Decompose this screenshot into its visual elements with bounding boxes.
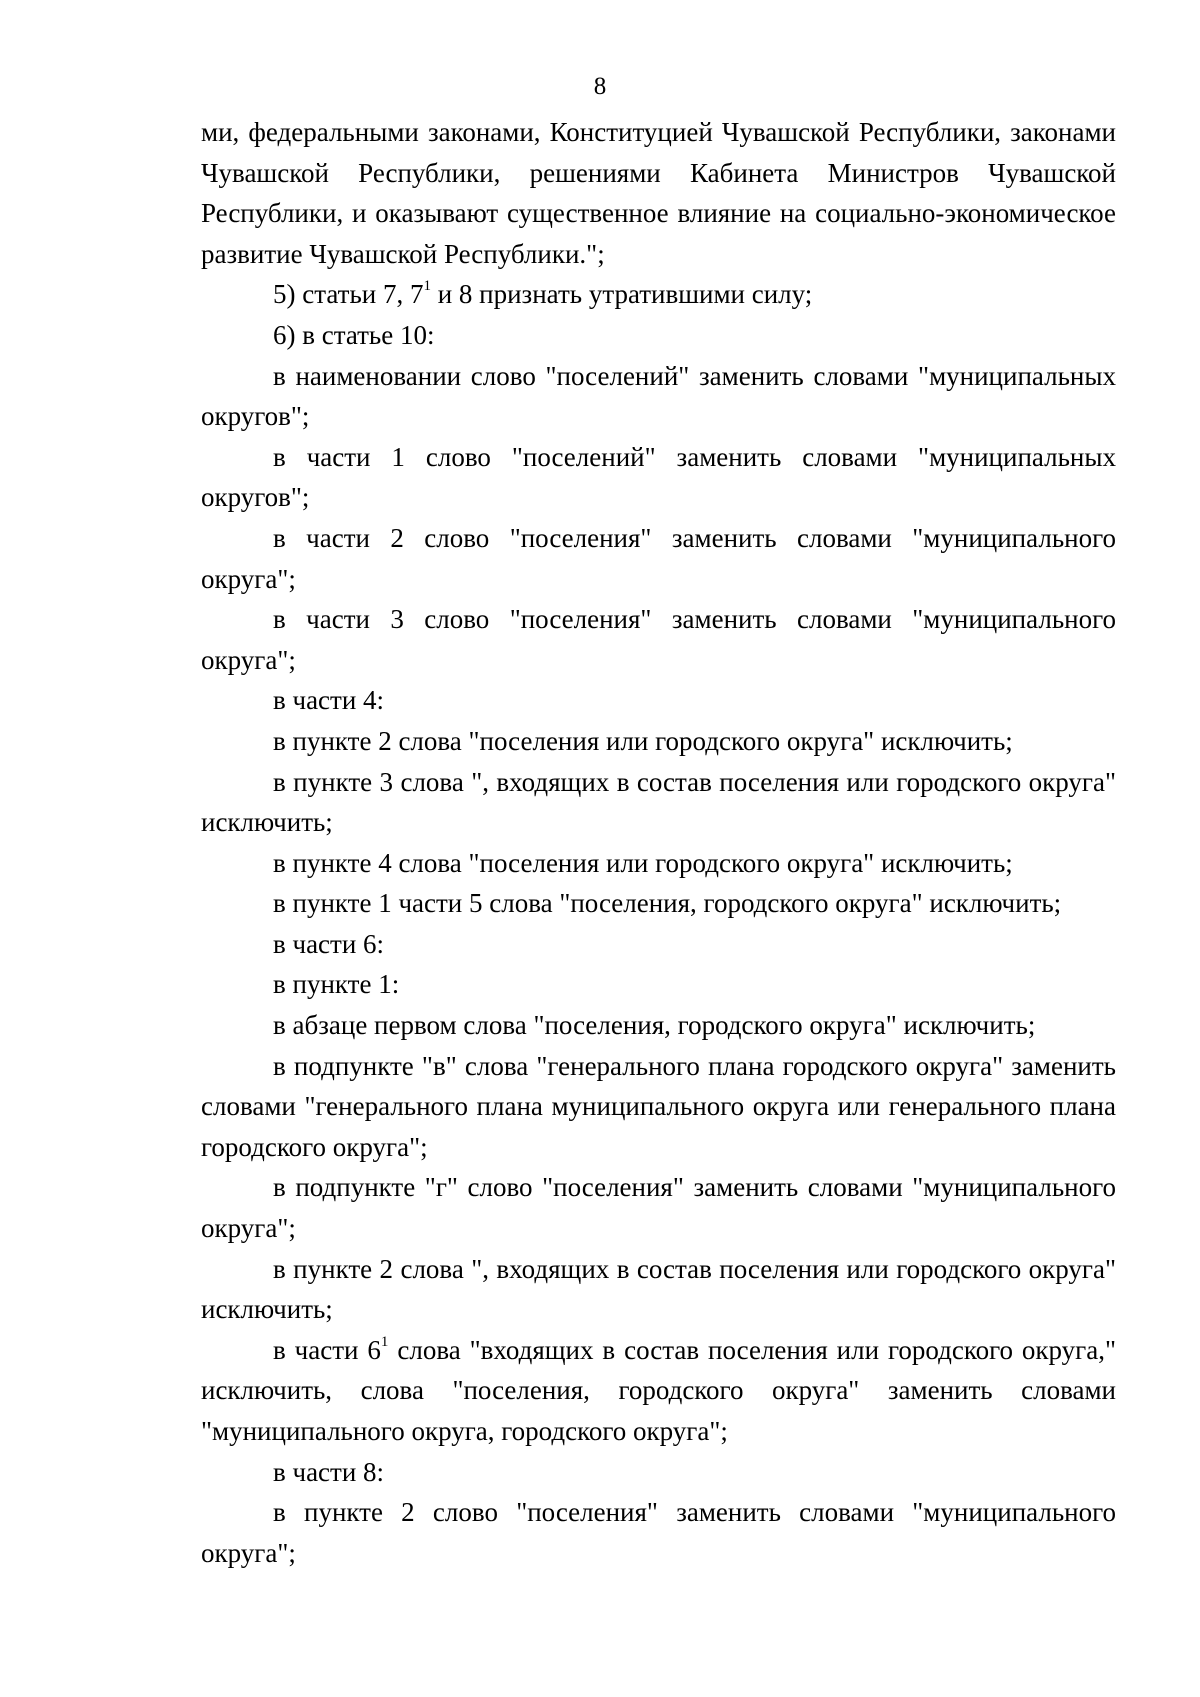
paragraph (201, 721, 1116, 762)
paragraph-text: и 8 признать утратившими силу; (430, 279, 813, 310)
paragraph-text: в наименовании слово "поселений" заменить словами "муниципальных округов"; (201, 360, 1116, 432)
paragraph-text: ми, федеральными законами, Конституцией Чувашской Республики, законами Чувашской Республики, решениями Кабинета Министров Чувашской Республики, и оказывают существенное влияние на социально-экономическое развитие Чувашской Республики."; (201, 117, 1116, 269)
paragraph-text: в пункте 1: (273, 969, 400, 1000)
superscript-index: 1 (423, 278, 431, 295)
paragraph-text: в части 6 (273, 1334, 381, 1365)
paragraph (201, 1452, 1116, 1493)
paragraph-text: слова "входящих в состав поселения или городского округа," исключить, слова "поселения, городского округа" заменить словами "муниципального округа, городского округа"; (201, 1334, 1116, 1446)
paragraph (201, 1167, 1116, 1248)
paragraph (201, 274, 1116, 315)
paragraph (201, 964, 1116, 1005)
paragraph-text: в части 6: (273, 928, 385, 959)
paragraph-text: в части 8: (273, 1456, 385, 1487)
superscript-index: 1 (380, 1333, 389, 1350)
page-number: 8 (593, 73, 607, 100)
paragraph (201, 883, 1116, 924)
paragraph-text: в пункте 2 слова "поселения или городского округа" исключить; (273, 725, 1013, 756)
paragraph (201, 762, 1116, 843)
document-body (201, 112, 1116, 1573)
paragraph-text: в части 2 слово "поселения" заменить словами "муниципального округа"; (201, 522, 1116, 594)
paragraph (201, 112, 1116, 274)
paragraph-text: в подпункте "в" слова "генерального плана городского округа" заменить словами "генерального плана муниципального округа или генерального плана городского округа"; (201, 1050, 1116, 1162)
paragraph-text: 5) статьи 7, 7 (273, 279, 424, 310)
paragraph (201, 1249, 1116, 1330)
paragraph-text: в части 4: (273, 685, 385, 716)
paragraph-text: в пункте 3 слова ", входящих в состав поселения или городского округа" исключить; (201, 766, 1116, 838)
paragraph-text: в подпункте "г" слово "поселения" заменить словами "муниципального округа"; (201, 1172, 1116, 1244)
paragraph-text: в пункте 4 слова "поселения или городского округа" исключить; (273, 847, 1013, 878)
paragraph (201, 1005, 1116, 1046)
paragraph (201, 1492, 1116, 1573)
paragraph-text: в части 1 слово "поселений" заменить словами "муниципальных округов"; (201, 441, 1116, 513)
paragraph-text: в абзаце первом слова "поселения, городского округа" исключить; (273, 1010, 1036, 1041)
paragraph (201, 437, 1116, 518)
paragraph-text: в части 3 слово "поселения" заменить словами "муниципального округа"; (201, 604, 1116, 675)
paragraph (201, 315, 1116, 356)
paragraph-text: в пункте 2 слова ", входящих в состав поселения или городского округа" исключить; (201, 1253, 1116, 1325)
paragraph (201, 599, 1116, 680)
paragraph (201, 680, 1116, 721)
paragraph (201, 356, 1116, 437)
paragraph (201, 843, 1116, 884)
paragraph (201, 1330, 1116, 1452)
paragraph (201, 518, 1116, 599)
paragraph-text: в пункте 1 части 5 слова "поселения, городского округа" исключить; (273, 888, 1062, 919)
paragraph (201, 924, 1116, 965)
paragraph-text: 6) в статье 10: (273, 319, 435, 350)
paragraph (201, 1046, 1116, 1168)
paragraph-text: в пункте 2 слово "поселения" заменить словами "муниципального округа"; (201, 1497, 1116, 1568)
